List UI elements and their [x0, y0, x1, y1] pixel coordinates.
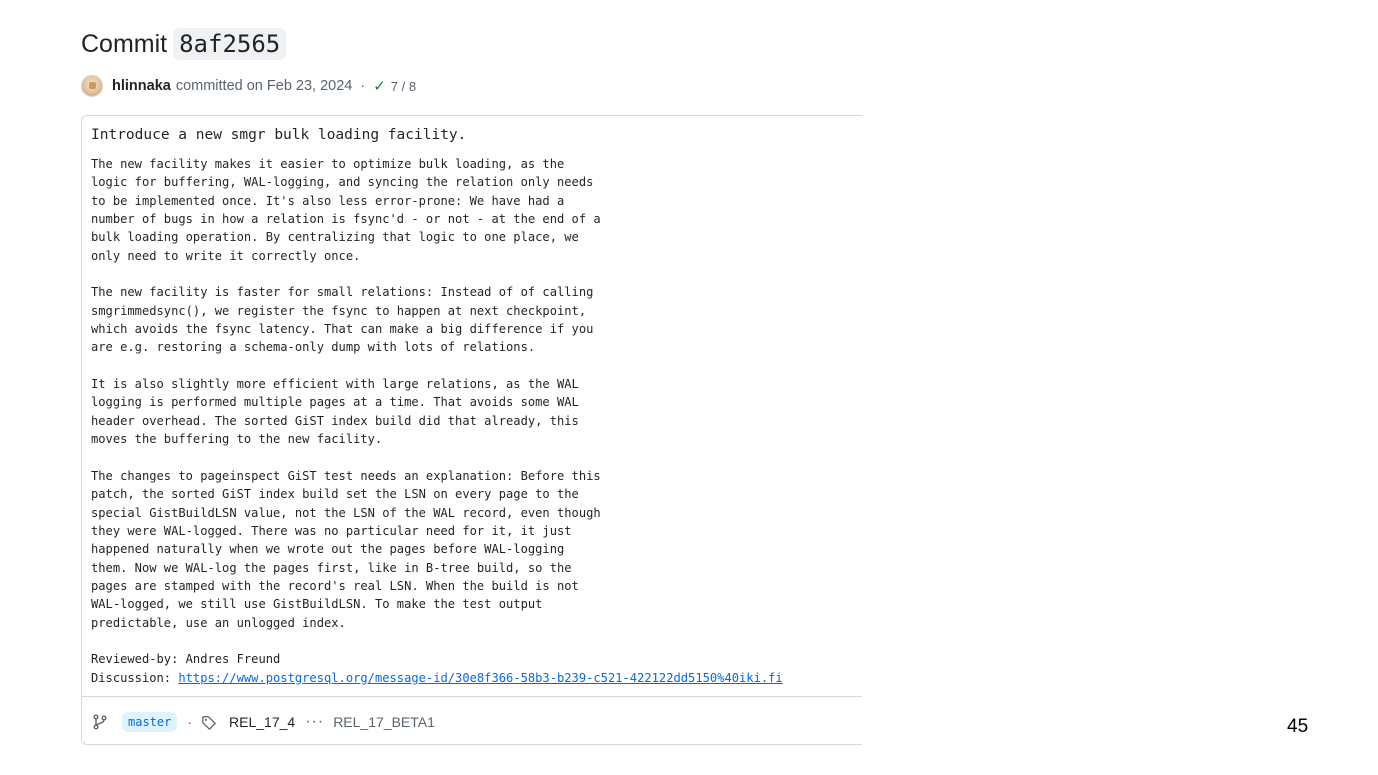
- author-link[interactable]: hlinnaka: [112, 78, 171, 94]
- meta-separator: ·: [360, 78, 366, 94]
- more-tags-icon[interactable]: ···: [305, 712, 325, 730]
- check-icon[interactable]: ✓: [373, 78, 386, 95]
- tag-last[interactable]: REL_17_BETA1: [333, 713, 435, 730]
- title-label: Commit: [81, 29, 168, 58]
- commit-message-body: [91, 155, 783, 687]
- commit-meta: [81, 75, 416, 97]
- checks-status[interactable]: 7 / 8: [390, 78, 417, 94]
- branch-badge[interactable]: master: [122, 712, 177, 732]
- git-branch-icon: [92, 714, 108, 730]
- commit-footer: [82, 696, 862, 745]
- footer-separator: ·: [187, 713, 193, 730]
- commit-message-title: Introduce a new smgr bulk loading facility.: [91, 127, 467, 143]
- tag-icon: [201, 714, 217, 730]
- committed-date: committed on Feb 23, 2024: [175, 78, 353, 94]
- commit-message-text: The new facility makes it easier to optimize bulk loading, as the logic for buffering, WAL-logging, and syncing the relation only needs to be implemented once. It's also less error-prone: We have had a number of bugs in how a relation is fsync'd - or not - at the end of a bulk loading operation. By centralizing that logic to one place, we only need to write it correctly once. The new facility is faster for small relations: Instead of of calling smgrimmedsync(), we register the fsync to happen at next checkpoint, which avoids the fsync latency. That can make a big difference if you are e.g. restoring a schema-only dump with lots of relations. It is also slightly more efficient with large relations, as the WAL logging is performed multiple pages at a time. That avoids some WAL header overhead. The sorted GiST index build did that already, this moves the buffering to the new facility. The changes to pageinspect GiST test needs an explanation: Before this patch, the sorted GiST index build set the LSN on every page to the special GistBuildLSN value, not the LSN of the WAL record, even though they were WAL-logged. There was no particular need for it, it just happened naturally when we wrote out the pages before WAL-logging them. Now we WAL-log the pages first, like in B-tree build, so the pages are stamped with the record's real LSN. When the build is not WAL-logged, we still use GistBuildLSN. To make the test output predictable, use an unlogged index. Reviewed-by: Andres Freund Discussion:: [91, 157, 601, 685]
- page-title: [81, 28, 286, 60]
- tag-first[interactable]: REL_17_4: [229, 713, 296, 730]
- commit-sha[interactable]: 8af2565: [173, 28, 286, 60]
- page-number: 45: [1287, 716, 1309, 737]
- avatar[interactable]: [81, 75, 103, 97]
- discussion-link[interactable]: https://www.postgresql.org/message-id/30e8f366-58b3-b239-c521-422122dd5150%40iki.fi: [178, 670, 783, 685]
- commit-message-box: [81, 115, 862, 745]
